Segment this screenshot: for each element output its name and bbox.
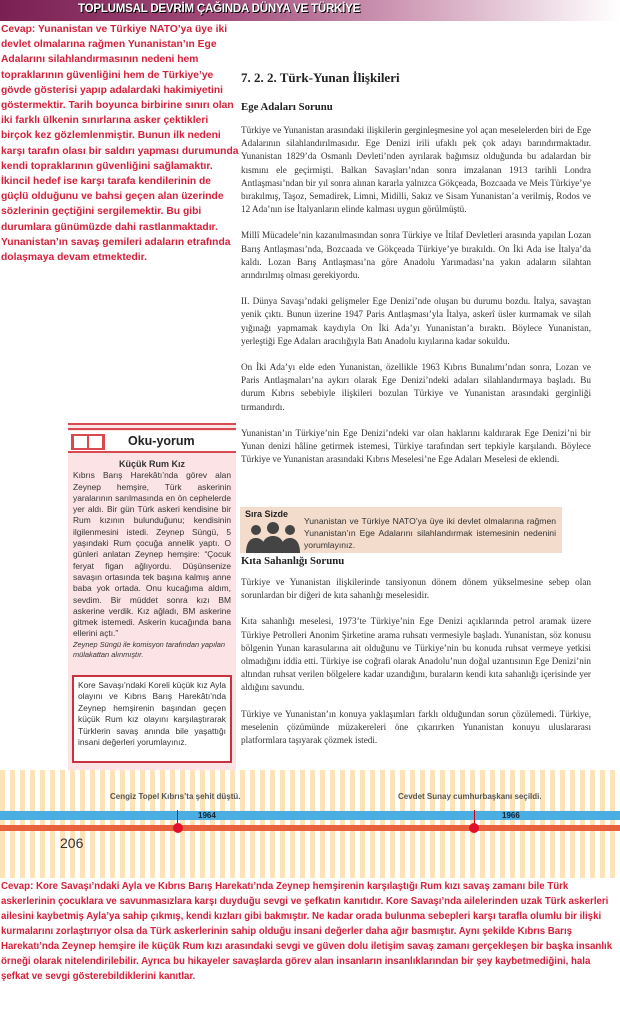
paragraph: Yunanistan’ın Türkiye’nin Ege Denizi’ndeki var olan haklarını kaldırarak Ege Denizi’ni bir Yunan denizi hâline getirmek istemesi, Türkiye tarafından sert tepkiyle karşılandı. Böylece Türkiye ve Yunanistan arasındaki Kıbrıs Meselesi’ne Ege Adaları Meselesi de eklendi.	[241, 427, 591, 465]
oku-yorum-box	[68, 423, 236, 770]
story-text: Kıbrıs Barış Harekâtı’nda görev alan Zeynep hemşire, Türk askerinin yaralarının sarılmasında en ön cephelerde yer aldı. Bir gün Türk askeri kendisine bir Rum kızının bulunduğunu; kendisinin ilgilenmesini istedi. Zeynep Süngü, 5 yaşındaki Rum çocuğa annelik yaptı. O günleri anlatan Zeynep hemşire: “Çocuk feryat figan ağlıyordu. Düşünsenize savaşın ortasında tek başına kalmış anne baba yok ortada. Onu kucağıma aldım, sevdim. Bir müddet sonra kızı BM askerine verdik. Kız ağladı, BM askerine gitmek istemedi. Askerin kucağında bana ellerini açtı.”	[73, 470, 231, 639]
subheading-kita: Kıta Sahanlığı Sorunu	[241, 555, 345, 567]
story-title: Küçük Rum Kız	[118, 459, 185, 469]
paragraph: Türkiye ve Yunanistan ilişkilerinde tansiyonun dönem dönem yükselmesine sebep olan sorunlardan bir diğeri de kıta sahanlığı meselesidir.	[241, 577, 591, 601]
book-icon	[70, 433, 106, 451]
subheading-ege: Ege Adaları Sorunu	[241, 101, 333, 113]
timeline-year: 1964	[198, 811, 216, 820]
paragraph: Kıta sahanlığı meselesi, 1973’te Türkiye’nin Ege Denizi açıklarında petrol aramak üzere Türkiye Petrolleri Anonim Şirketine arama ruhsatı vermesiyle başladı. Yunanistan, söz konusu bölgenin Yunan karasularına ait olduğunu ve Türkiye’nin bu konuda ruhsat vermeye yetkisi olmadığını iddia etti. Türkiye ise coğrafi olarak Anadolu’nun doğal uzantısının Ege Denizi’nin altından ruhsat verilen bölgelere kadar uzandığını, buraların kendi kıta sahanlığı içerisinde yer aldığını savundu.	[241, 616, 591, 693]
timeline-bar	[0, 811, 620, 820]
paragraph: On İki Ada’yı elde eden Yunanistan, özellikle 1963 Kıbrıs Bunalımı’ndan sonra, Lozan ve Paris Antlaşmaları’na aykırı olarak Ege Denizi’ndeki adaları silahlandırmaya başladı. Bu durum Kıbrıs sebebiyle ilişkileri bozulan Türkiye ve Yunanistan arasındaki gerginliği tırmandırdı.	[241, 362, 591, 412]
people-icon	[244, 521, 302, 553]
ege-text	[241, 124, 591, 479]
story	[73, 459, 231, 660]
oku-yorum-header	[68, 431, 236, 453]
timeline	[0, 770, 620, 878]
chapter-header	[0, 0, 620, 21]
sira-sizde-text: Yunanistan ve Türkiye NATO’ya üye iki devlet olmalarına rağmen Yunanistan’ın Ege Adalarını silahlandırmak istemesinin nedenini yorumlayınız.	[304, 516, 556, 550]
oku-yorum-title: Oku-yorum	[128, 434, 195, 448]
divider	[68, 423, 236, 430]
timeline-dot	[469, 823, 479, 833]
paragraph: Türkiye ve Yunanistan’ın konuya yaklaşımları farklı olduğundan sorun çözülemedi. Türkiye, meselenin çözümünde müzakereleri öne çıkarırken Yunanistan konuyu uluslararası platformlara taşıyarak çözmek istedi.	[241, 708, 591, 746]
paragraph: Millî Mücadele’nin kazanılmasından sonra Türkiye ve İtilaf Devletleri arasında yapılan Lozan Barış Antlaşması’nda, Bozcaada ve Gökçeada Türkiye’ye bırakıldı. On İki Ada ise İtalya’da kaldı. Lozan Barış Antlaşması’na göre Anadolu Yarımadası’na yakın adaların silahtan arındırılmış olması gerekiyordu.	[241, 230, 591, 281]
answer-top: Cevap: Yunanistan ve Türkiye NATO’ya üye iki devlet olmalarına rağmen Yunanistan’ın Ege Adalarını silahlandırmasının nedeni hem topraklarının güvenliğini hem de Türkiye’ye gövde gösterisi yapıp adalardaki hakimiyetini göstermektir. Tarih boyunca birbirine sınırı olan iki farklı ülkenin sınırlarına asker çektikleri birçok kez gözlemlenmiştir. Bunun ilk nedeni karşı tarafın olası bir saldırı yapması durumunda kendi topraklarının güvenliğini sağlamaktır. İkincil hedef ise karşı tarafa kendilerinin de güçlü olduğunu ve bahsi geçen alan üzerinde sözlerinin geçtiğini sergilemektir. Bu gibi durumlara günümüzde dahi rastlanmaktadır. Yunanistan’ın savaş gemileri adaların etrafında dolaşmaya devam etmektedir.	[1, 24, 239, 264]
timeline-event: Cevdet Sunay cumhurbaşkanı seçildi.	[398, 792, 542, 801]
chapter-title: TOPLUMSAL DEVRİM ÇAĞINDA DÜNYA VE TÜRKİYE	[78, 3, 361, 15]
page-number: 206	[60, 835, 84, 851]
sira-sizde-box	[240, 507, 562, 553]
timeline-line	[0, 825, 620, 831]
paragraph: Türkiye ve Yunanistan arasındaki ilişkilerin gerginleşmesine yol açan meselelerden biri de Ege Adalarının silahlandırılmasıdır. Ege Denizi irili ufaklı pek çok adayı barındırmaktadır. Yunanistan 1829’da Osmanlı Devleti’nden ayrılarak bağımsız olduğunda bu adalardan bir kısmını ele geçirmişti. Balkan Savaşları’ndan sonra imzalanan 1913 tarihli Londra Antlaşması’ndan bir yıl sonra alınan kararla yalnızca Gökçeada, Bozcaada ve Meis Türkiye’ye bırakılmış, Taşoz, Semadirek, Limni, Midilli, Sakız ve Sisam Yunanistan’a verilmiş, Rodos ve 12 Ada’nın ise İtalyanların elinde kalması uygun görülmüştü.	[241, 125, 591, 215]
story-source: Zeynep Süngü ile komisyon tarafından yapılan mülakattan alınmıştır.	[73, 639, 226, 659]
timeline-event: Cengiz Topel Kıbrıs’ta şehit düştü.	[110, 792, 241, 801]
arrow-icon	[177, 810, 178, 824]
oku-question: Kore Savaşı’ndaki Koreli küçük kız Ayla olayını ve Kıbrıs Barış Harekâtı’nda Zeynep hemşirenin başından geçen küçük Rum kız olayını karşılaştırarak Türklerin savaş anında bile yaşattığı insani değerleri yorumlayınız.	[72, 675, 232, 763]
timeline-year: 1966	[502, 811, 520, 820]
arrow-icon	[474, 810, 475, 824]
section-title: 7. 2. 2. Türk-Yunan İlişkileri	[241, 70, 400, 85]
paragraph: II. Dünya Savaşı’ndaki gelişmeler Ege Denizi’nde oluşan bu durumu bozdu. İtalya, savaştan yenik çıktı. Bunun üzerine 1947 Paris Antlaşması’yla İtalya, askerî üsler kurmamak ve silah yığınağı yapmamak kaydıyla On İki Ada’yı Yunanistan’a bıraktı. Böylece Yunanistan, yerleştiği Ege Adaları aracılığıyla Batı Anadolu kıyılarına kadar sokuldu.	[241, 296, 591, 346]
kita-text	[241, 576, 591, 760]
sira-sizde-label: Sıra Sizde	[245, 509, 289, 519]
timeline-dot	[173, 823, 183, 833]
answer-bottom: Cevap: Kore Savaşı’ndaki Ayla ve Kıbrıs Barış Harekatı’nda Zeynep hemşirenin karşılaştığı Rum kızı savaş zamanı bile Türk askerlerinin çocuklara ve savunmasızlara karşı duyduğu sevgi ve şefkatın kanıtıdır. Kore Savaşı’nda ailelerinden uzak Türk askerleri ailesini kaybetmiş Ayla’ya sahip çıkmış, kendi kızları gibi bakmıştır. Ne kadar orada bulunma sebepleri karşı tarafla olumlu bir ilişki kurmalarını zorlaştırıyor olsa da Türk askerlerinin sahip olduğu insani değerler daha ağır basmıştır. Aynı şekilde Kıbrıs Barış Harekatı’nda Zeynep hemşire ile küçük Rum kızı arasındaki sevgi ve güven dolu iletişim savaş zamanı gerçekleşen bir başka insanlık örneği olarak nitelendirilebilir. Ayrıca bu hikayeler savaşlarda görev alan insanların insanlıklarından bir şey kaybetmediğini, hala şefkat ve sevgi gösterebildiklerini kanıtlar.	[1, 881, 613, 982]
